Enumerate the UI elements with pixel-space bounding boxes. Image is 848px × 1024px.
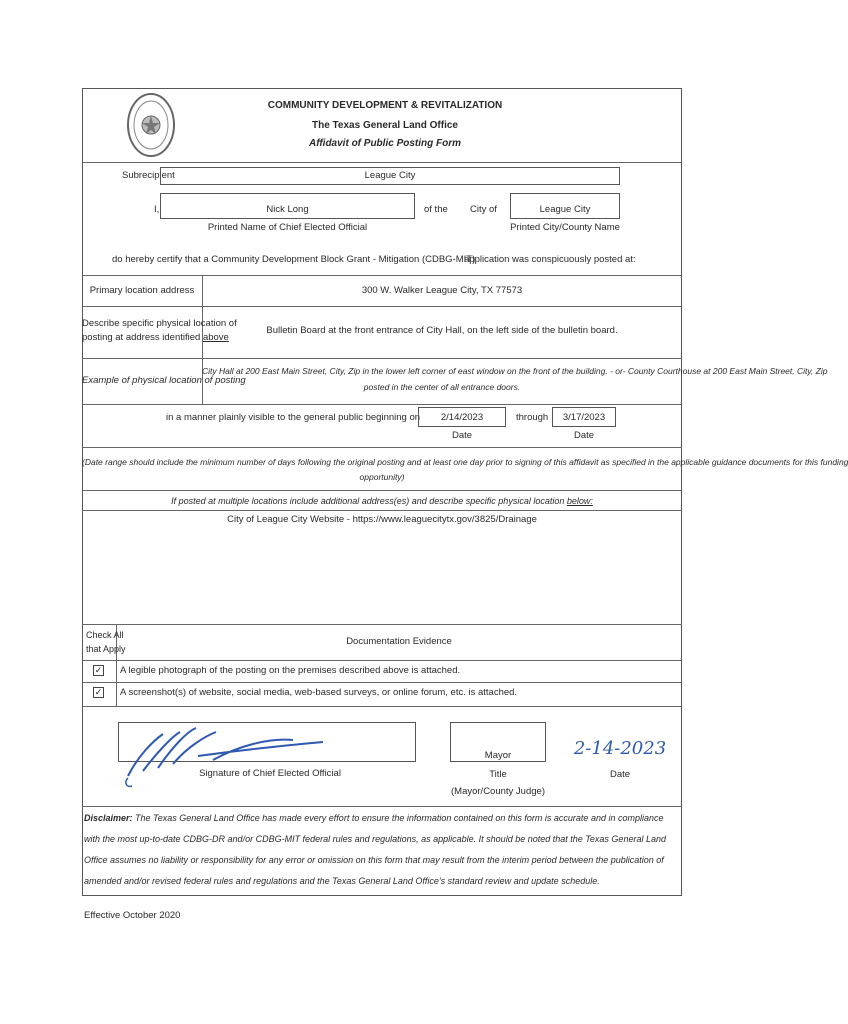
divider bbox=[82, 162, 682, 163]
date-note-line-1: (Date range should include the minimum number of days following the original posting and at least one day prior to signing of this affidavit as specified in the applicable guidance documents for this funding bbox=[82, 457, 848, 467]
glo-seal-icon bbox=[126, 92, 176, 158]
divider bbox=[82, 706, 682, 707]
example-line-2: posted in the center of all entrance doors. bbox=[363, 382, 521, 392]
handwritten-date: 2-14-2023 bbox=[573, 738, 667, 759]
of-the-label: of the bbox=[424, 204, 448, 215]
example-label: Example of physical location of posting bbox=[82, 375, 246, 386]
title-caption: Title bbox=[489, 769, 507, 780]
title-subcaption: (Mayor/County Judge) bbox=[451, 786, 545, 797]
above-link-text: above bbox=[202, 332, 229, 343]
below-text: below: bbox=[566, 496, 593, 506]
disclaimer bbox=[84, 808, 678, 892]
primary-location-label: Primary location address bbox=[89, 285, 195, 296]
multiple-locations-text: If posted at multiple locations include additional address(es) and describe specific physical location bbox=[171, 496, 565, 506]
divider bbox=[82, 682, 682, 683]
divider bbox=[82, 306, 682, 307]
physical-location-value[interactable]: Bulletin Board at the front entrance of City Hall, on the left side of the bulletin board. bbox=[266, 325, 618, 336]
divider bbox=[82, 660, 682, 661]
subrecipient-value: League City bbox=[364, 170, 416, 181]
physical-location-label: Describe specific physical location of bbox=[82, 318, 237, 329]
check-all-label: Check All bbox=[86, 630, 124, 640]
primary-location-value[interactable]: 300 W. Walker League City, TX 77573 bbox=[361, 285, 523, 296]
check-all-label-2: that Apply bbox=[86, 644, 126, 654]
official-name-caption: Printed Name of Chief Elected Official bbox=[207, 222, 368, 233]
end-date-value: 3/17/2023 bbox=[562, 412, 606, 423]
physical-location-label-2 bbox=[82, 332, 229, 343]
title-value: Mayor bbox=[484, 750, 512, 761]
end-date-caption: Date bbox=[573, 430, 595, 441]
effective-date: Effective October 2020 bbox=[84, 910, 181, 921]
through-label: through bbox=[516, 412, 549, 423]
divider bbox=[82, 624, 682, 625]
start-date-caption: Date bbox=[451, 430, 473, 441]
divider bbox=[82, 358, 682, 359]
photo-evidence-text: A legible photograph of the posting on the premises described above is attached. bbox=[120, 665, 461, 676]
date-caption: Date bbox=[609, 769, 631, 780]
photo-evidence-checkbox[interactable]: ✓ bbox=[94, 665, 103, 675]
screenshot-evidence-checkbox[interactable]: ✓ bbox=[94, 687, 103, 697]
header-agency: The Texas General Land Office bbox=[312, 120, 458, 131]
divider bbox=[82, 490, 682, 491]
divider bbox=[82, 806, 682, 807]
posted-label: was conspicuously posted at: bbox=[512, 254, 636, 265]
subrecipient-label: Subrecipient bbox=[122, 170, 175, 181]
official-prefix: I, bbox=[154, 204, 160, 215]
city-value: League City bbox=[539, 204, 591, 215]
divider bbox=[82, 447, 682, 448]
official-name-value: Nick Long bbox=[266, 204, 309, 215]
divider bbox=[82, 404, 682, 405]
divider bbox=[82, 510, 682, 511]
header-org: COMMUNITY DEVELOPMENT & REVITALIZATION bbox=[267, 100, 503, 111]
multiple-locations-note bbox=[82, 496, 682, 506]
disclaimer-text: The Texas General Land Office has made every effort to ensure the information contained on this form is accurate and in compliance with the most up-to-date CDBG-DR and/or CDBG-MIT federal rules and regulations, as applicable. It should be noted that the Texas General Land Office assumes no liability or responsibility for any error or omission on this form that may result from the interim period between the publication of amended and/or revised federal rules and regulations and the Texas General Land Office's standard review and update schedule. bbox=[84, 813, 666, 886]
header-form-title: Affidavit of Public Posting Form bbox=[308, 138, 462, 149]
date-note-line-2: opportunity) bbox=[359, 472, 405, 482]
example-line-1: City Hall at 200 East Main Street, City, Zip in the lower left corner of east window on the front of the building. - or- County Courthouse at 200 East Main Street, City, Zip bbox=[202, 366, 828, 376]
divider bbox=[82, 275, 682, 276]
certify-text: do hereby certify that a Community Development Block Grant - Mitigation (CDBG-MIT) bbox=[112, 254, 476, 265]
disclaimer-label: Disclaimer: bbox=[84, 813, 133, 823]
signature-caption: Signature of Chief Elected Official bbox=[199, 768, 341, 779]
application-label: application bbox=[464, 254, 510, 265]
screenshot-evidence-text: A screenshot(s) of website, social media, web-based surveys, or online forum, etc. is attached. bbox=[120, 687, 518, 698]
physical-location-label-text: posting at address identified bbox=[82, 332, 201, 343]
start-date-value: 2/14/2023 bbox=[440, 412, 484, 423]
dates-intro: in a manner plainly visible to the general public beginning on bbox=[166, 412, 421, 423]
entity-type-label: City of bbox=[470, 204, 497, 215]
additional-locations-value[interactable]: City of League City Website - https://www.leaguecitytx.gov/3825/Drainage bbox=[227, 514, 537, 525]
evidence-header: Documentation Evidence bbox=[346, 636, 452, 647]
city-caption: Printed City/County Name bbox=[510, 222, 620, 233]
